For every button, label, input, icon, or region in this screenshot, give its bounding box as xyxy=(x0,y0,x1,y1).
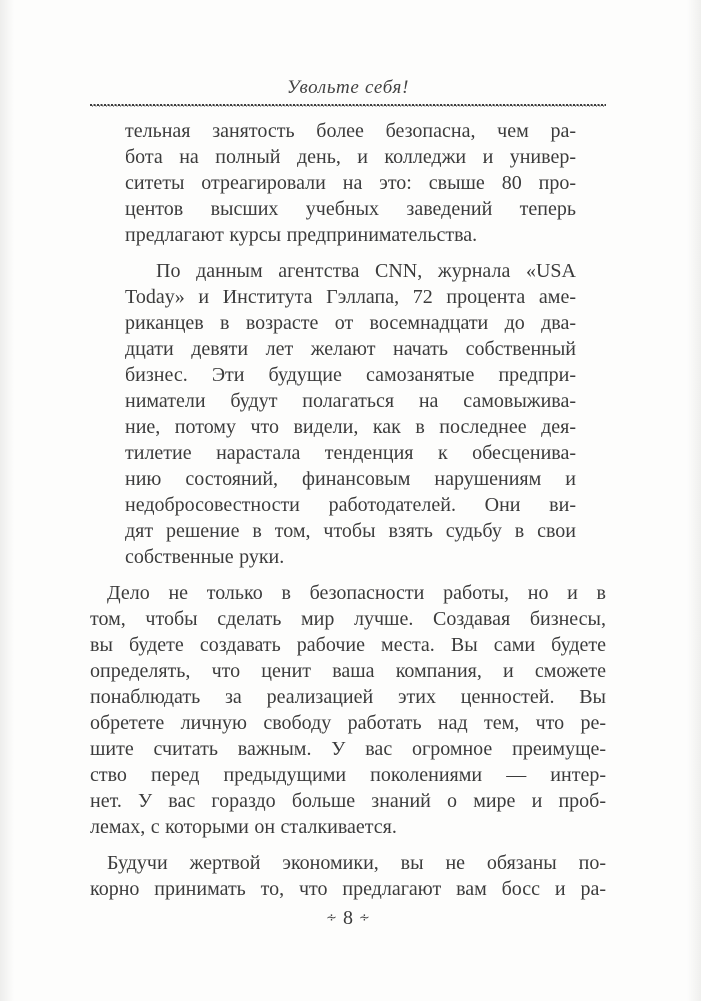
text-line: том, чтобы сделать мир лучше. Создавая бизнесы, xyxy=(90,608,606,630)
text-line: бота на полный день, и колледжи и универ- xyxy=(125,146,576,168)
text-line: бизнес. Эти будущие самозанятые предпри- xyxy=(125,364,576,386)
running-header xyxy=(90,0,606,107)
text-line: дят решение в том, чтобы взять судьбу в свои xyxy=(125,520,576,542)
footer-ornament-left-icon: ∻ xyxy=(326,910,337,926)
text-line: ство перед предыдущими поколениями — интер- xyxy=(90,764,606,786)
running-title: Увольте себя! xyxy=(286,77,410,98)
paragraph xyxy=(125,258,576,570)
text-line: определять, что ценит ваша компания, и сможете xyxy=(90,660,606,682)
header-divider-rule xyxy=(90,104,606,107)
text-line: дцати девяти лет желают начать собственный xyxy=(125,338,576,360)
page-footer xyxy=(90,906,606,931)
text-line: нет. У вас гораздо больше знаний о мире и проб- xyxy=(90,790,606,812)
text-line: ниматели будут полагаться на самовыжива- xyxy=(125,390,576,412)
text-line: тельная занятость более безопасна, чем ра- xyxy=(125,120,576,142)
footer-ornament-right-icon: ∻ xyxy=(359,910,370,926)
text-line: ситеты отреагировали на это: свыше 80 про- xyxy=(125,172,576,194)
text-line: недобросовестности работодателей. Они ви- xyxy=(125,494,576,516)
text-line: корно принимать то, что предлагают вам босс и ра- xyxy=(90,878,606,900)
text-line: шите считать важным. У вас огромное преимуще- xyxy=(90,738,606,760)
text-line: понаблюдать за реализацией этих ценностей. Вы xyxy=(90,686,606,708)
paragraph xyxy=(90,850,606,902)
text-line: ние, потому что видели, как в последнее дея- xyxy=(125,416,576,438)
text-line: Дело не только в безопасности работы, но и в xyxy=(107,582,606,604)
text-line: нию состояний, финансовым нарушениям и xyxy=(125,468,576,490)
text-line: По данным агентства CNN, журнала «USA xyxy=(156,260,576,282)
text-line: лемах, с которыми он сталкивается. xyxy=(90,816,397,838)
text-line: Будучи жертвой экономики, вы не обязаны по- xyxy=(107,852,606,874)
text-line: обретете личную свободу работать над тем, что ре- xyxy=(90,712,606,734)
text-line: центов высших учебных заведений теперь xyxy=(125,198,576,220)
text-line: предлагают курсы предпринимательства. xyxy=(125,224,478,246)
page-text xyxy=(90,118,606,902)
text-line: Today» и Института Гэллапа, 72 процента аме- xyxy=(125,286,576,308)
text-line: собственные руки. xyxy=(125,546,285,568)
paragraph xyxy=(125,118,576,248)
page-number: 8 xyxy=(343,907,353,929)
paragraph xyxy=(90,580,606,840)
text-line: риканцев в возрасте от восемнадцати до два- xyxy=(125,312,576,334)
text-line: тилетие нарастала тенденция к обесценива- xyxy=(125,442,576,464)
text-line: вы будете создавать рабочие места. Вы сами будете xyxy=(90,634,606,656)
